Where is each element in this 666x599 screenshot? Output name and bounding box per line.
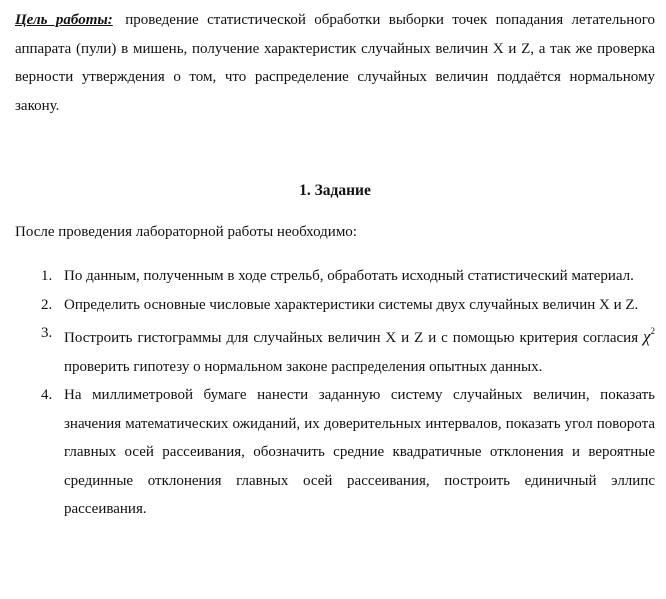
task-text-after: проверить гипотезу о нормальном законе распределения опытных данных.	[64, 358, 543, 375]
intro-text: После проведения лабораторной работы необходимо:	[15, 224, 357, 240]
task-text: На миллиметровой бумаге нанести заданную систему случайных величин, показать значения математических ожиданий, их доверительных интервалов, показать угол поворота главных осей рассеивания, обозначить средние квадратичные отклонения и вероятные срединные отклонения главных осей рассеивания, построить единичный эллипс рассеивания.	[64, 387, 655, 517]
task-number: 4.	[41, 387, 53, 403]
chi-square-symbol: χ	[643, 327, 651, 346]
task-number: 2.	[41, 296, 53, 313]
goal-label: Цель работы:	[15, 12, 113, 28]
task-item-1	[15, 262, 655, 291]
task-list	[15, 262, 655, 524]
task-item-3	[15, 319, 655, 381]
task-number: 3.	[41, 325, 53, 341]
section-title: 1. Задание	[299, 182, 371, 199]
chi-square-exponent: 2	[650, 326, 656, 336]
document-page	[15, 6, 656, 517]
task-item-4	[15, 381, 655, 524]
goal-paragraph	[15, 6, 655, 120]
task-number: 1.	[41, 268, 53, 284]
task-text-before: Построить гистограммы для случайных величин X и Z и с помощью критерия согласия	[64, 330, 639, 346]
task-item-2	[15, 291, 655, 320]
task-text: Определить основные числовые характеристики системы двух случайных величин X и Z.	[64, 296, 639, 313]
goal-text: проведение статистической обработки выборки точек попадания летательного аппарата (пули) в мишень, получение характеристик случайных величин X и Z, а так же проверка верности утверждения о том, что распределение случайных величин поддаётся нормальному закону.	[15, 12, 655, 114]
task-text: По данным, полученным в ходе стрельб, обработать исходный статистический материал.	[64, 268, 634, 284]
